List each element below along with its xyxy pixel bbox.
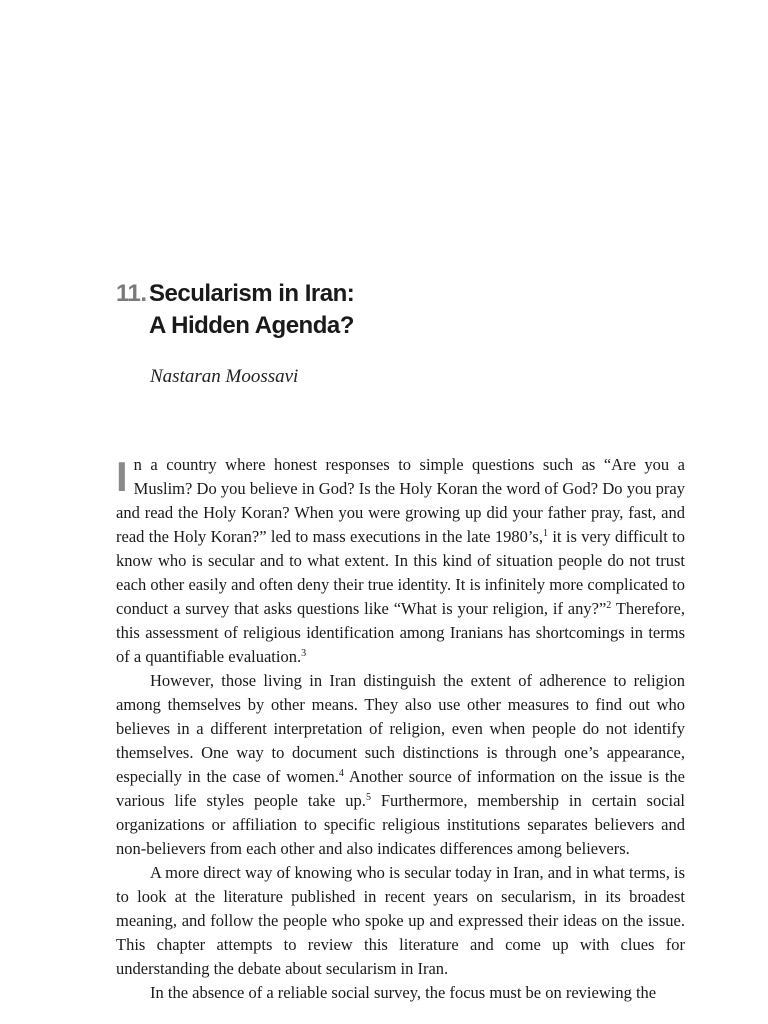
paragraph-1-text-b: it is very difficult to know who is secular and to what extent. In this kind of situation people do not trust each other easily and often deny their true identity. It is infinitely more complicated to conduct a survey that asks questions like “What is your religion, if any?” [116,527,686,618]
paragraph-2-text-c: Furthermore, membership in certain social organizations or affiliation to specific religious institutions separates believers and non-believers from each other and also indicates differences among believers. [116,791,686,858]
paragraph-1 [116,453,685,669]
paragraph-1-text-c: Therefore, this assessment of religious identification among Iranians has shortcomings in terms of a quantifiable evaluation. [116,599,685,666]
paragraph-4: In the absence of a reliable social survey, the focus must be on reviewing the [150,983,657,1002]
paragraph-2-text-a: However, those living in Iran distinguish the extent of adherence to religion among themselves by other means. They also use other measures to find out who believes in a different interpretation of religion, even when people do not identify themselves. One way to document such distinctions is through one’s appearance, especially in the case of women. [116,671,685,786]
paragraph-3: A more direct way of knowing who is secular today in Iran, and in what terms, is to look at the literature published in recent years on secularism, in its broadest meaning, and follow the people who spoke up and expressed their ideas on the issue. This chapter attempts to review this literature and come up with clues for understanding the debate about secularism in Iran. [116,863,685,978]
footnote-ref-3: 3 [301,648,307,659]
chapter-title-line-1: Secularism in Iran: [149,280,355,307]
paragraph-2 [116,669,685,861]
body-text [116,453,685,1005]
author-name: Nastaran Moossavi [150,366,299,387]
footnote-ref-2: 2 [606,600,612,611]
footnote-ref-4: 4 [338,768,344,779]
chapter-number: 11. [116,280,147,307]
paragraph-1-text-a: n a country where honest responses to simple questions such as “Are you a Muslim? Do you believe in God? Is the Holy Koran the word of God? Do you pray and read the Holy Koran? When you were growing up did your father pray, fast, and read the Holy Koran?” led to mass executions in the late 1980’s, [116,455,685,546]
footnote-ref-1: 1 [542,528,548,539]
footnote-ref-5: 5 [365,792,371,803]
paragraph-2-text-b: Another source of information on the issue is the various life styles people take up. [116,767,686,810]
drop-cap: I [116,453,128,500]
chapter-title-line-2: A Hidden Agenda? [149,312,354,339]
chapter-heading [116,278,354,342]
